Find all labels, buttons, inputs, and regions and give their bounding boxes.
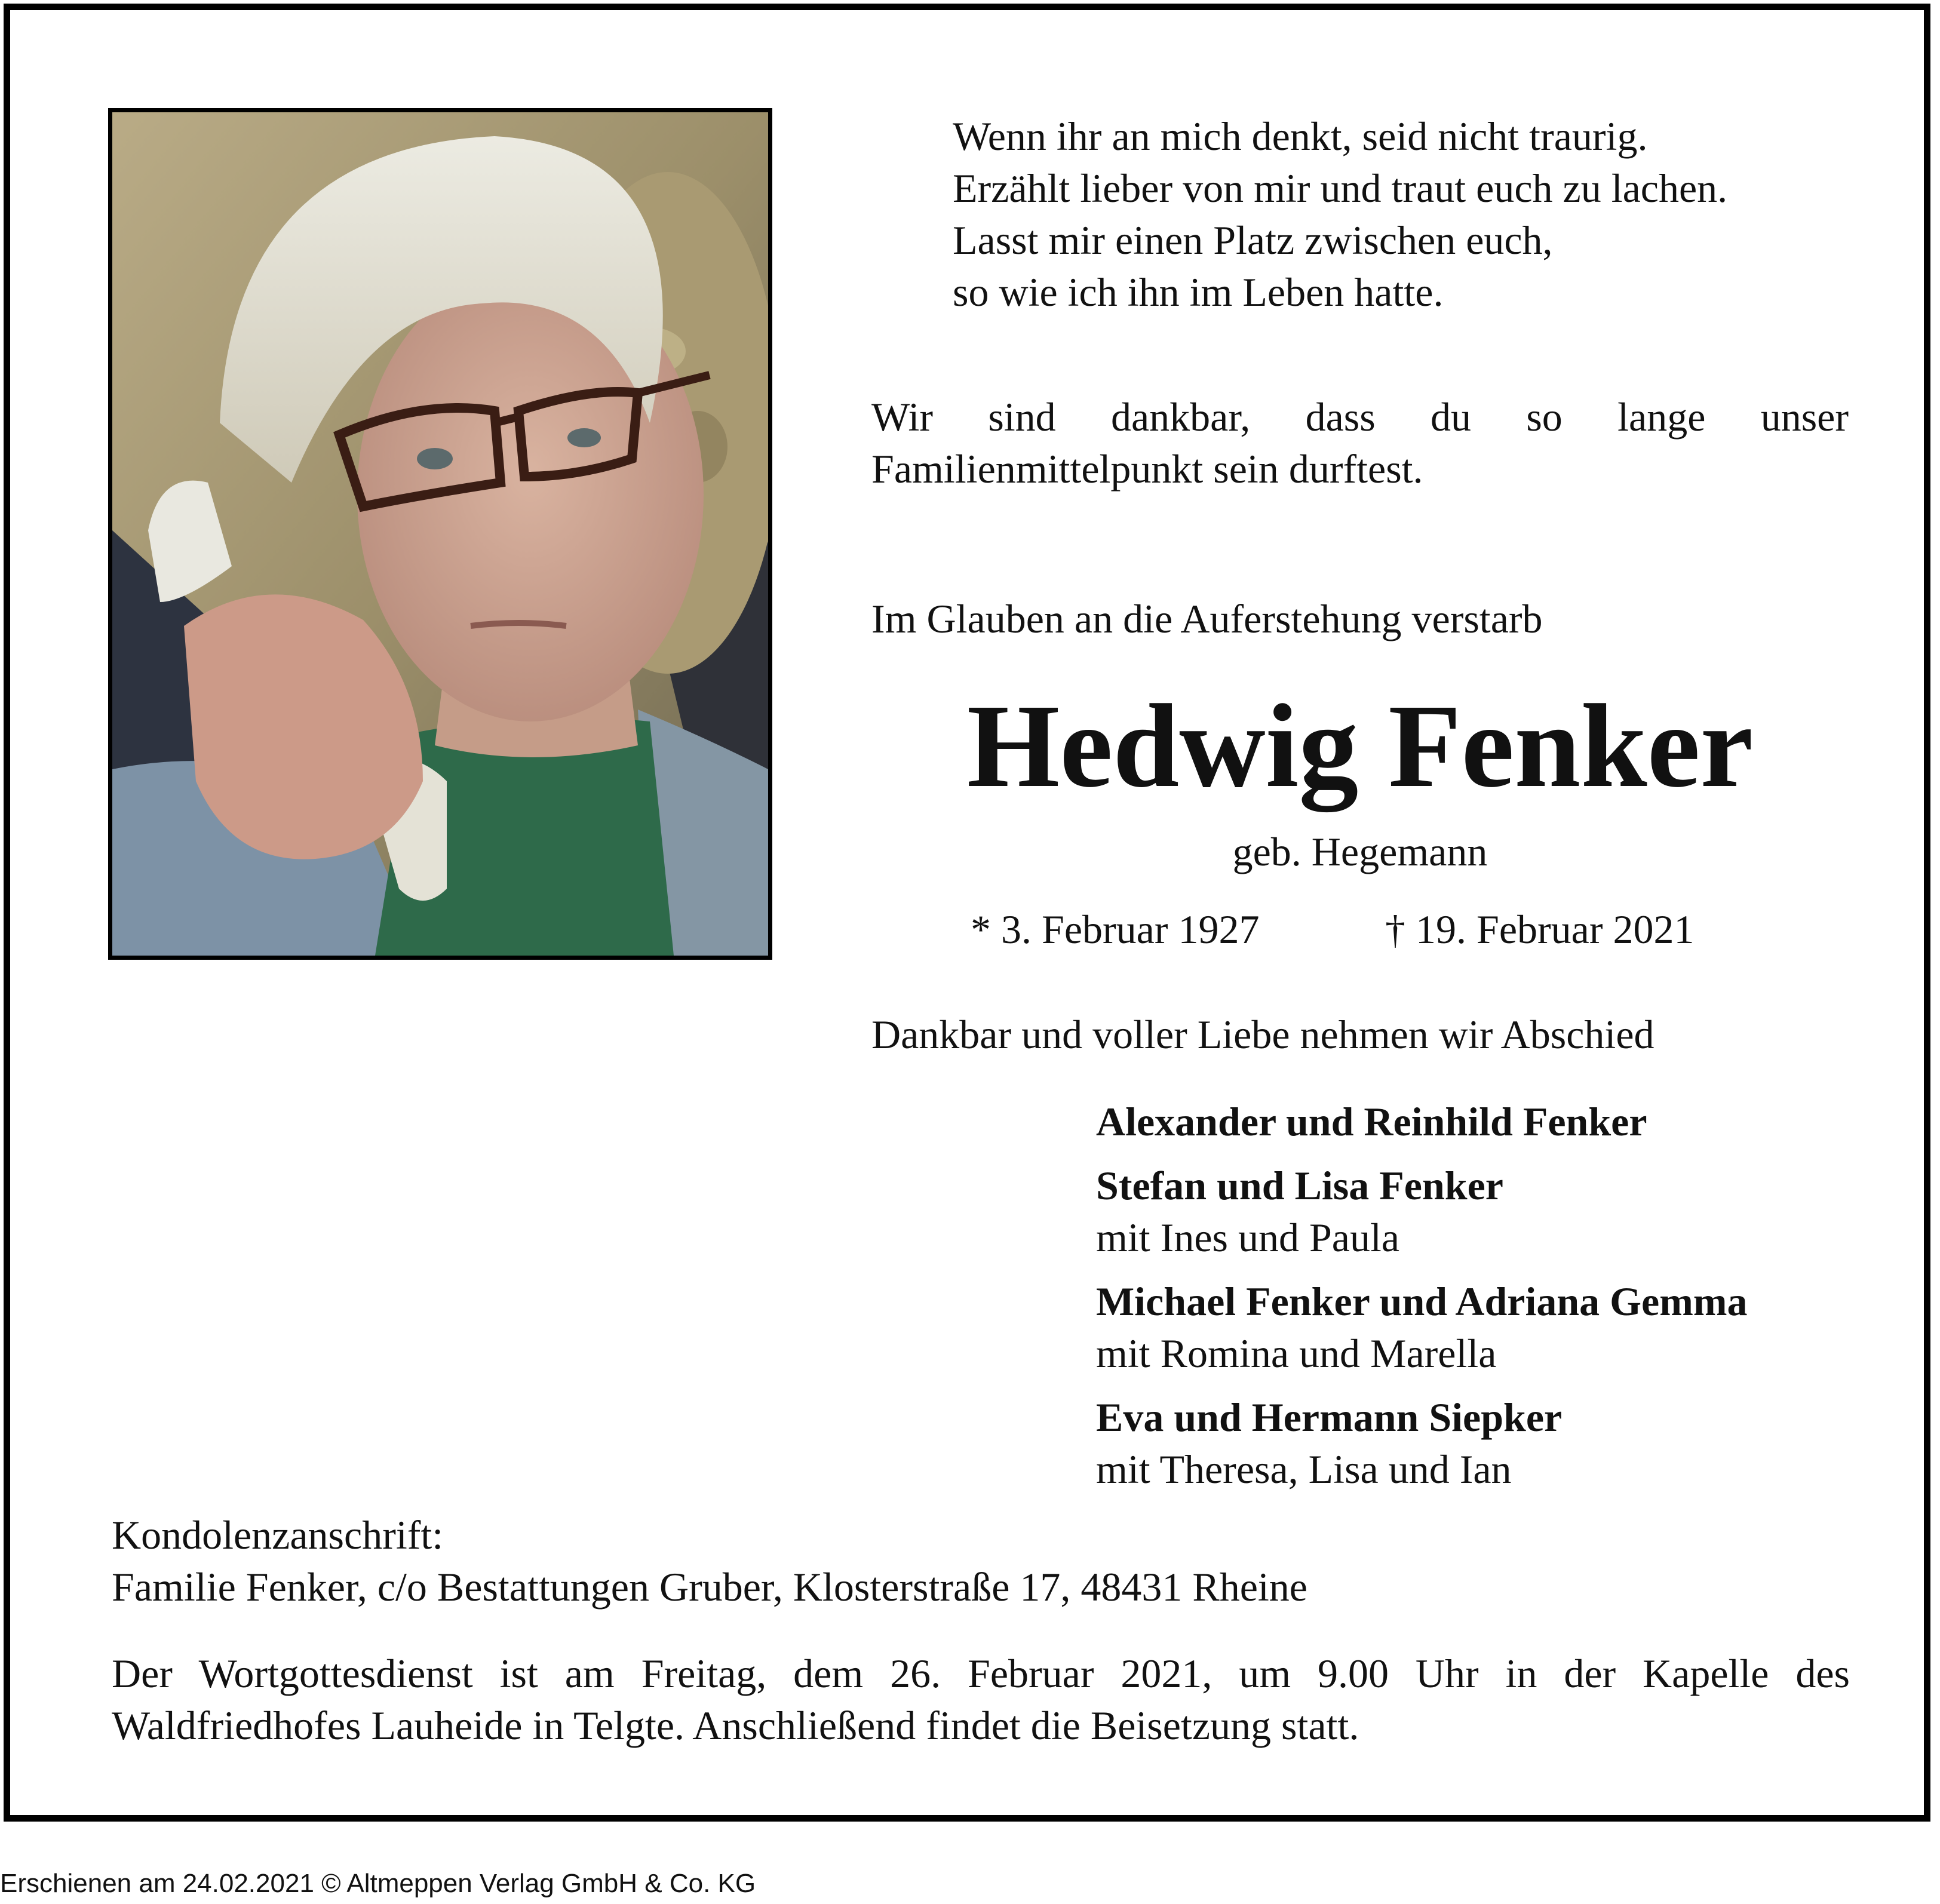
publication-footer: Erschienen am 24.02.2021 © Altmeppen Verlag GmbH & Co. KG: [0, 1869, 756, 1898]
mourners-list: [1096, 1096, 1748, 1507]
mourner-name: Stefan und Lisa Fenker: [1096, 1163, 1503, 1208]
service-line: Der Wortgottesdienst ist am Freitag, dem 26. Februar 2021, um 9.00 Uhr in der Kapelle des: [112, 1651, 1850, 1696]
condolence-label: Kondolenzanschrift:: [112, 1512, 444, 1558]
condolence-address: Familie Fenker, c/o Bestattungen Gruber, Klosterstraße 17, 48431 Rheine: [112, 1564, 1307, 1610]
death-date: † 19. Februar 2021: [1385, 907, 1695, 952]
mourner-children: mit Romina und Marella: [1096, 1331, 1497, 1376]
poem-line: Lasst mir einen Platz zwischen euch,: [953, 217, 1553, 263]
thanks-paragraph: [871, 391, 1849, 495]
mourner-group: [1096, 1276, 1748, 1380]
mourner-children: mit Theresa, Lisa und Ian: [1096, 1447, 1512, 1492]
deceased-name: Hedwig Fenker: [966, 680, 1754, 812]
mourner-group: [1096, 1096, 1748, 1148]
poem-line: Wenn ihr an mich denkt, seid nicht traurig.: [953, 113, 1648, 159]
thanks-line: Wir sind dankbar, dass du so lange unser: [871, 394, 1849, 440]
portrait-photo: [108, 108, 772, 960]
mourner-name: Michael Fenker und Adriana Gemma: [1096, 1279, 1748, 1324]
obituary-frame: [4, 4, 1930, 1822]
service-line: Waldfriedhofes Lauheide in Telgte. Anschließend findet die Beisetzung statt.: [112, 1703, 1359, 1748]
thanks-line: Familienmittelpunkt sein durftest.: [871, 446, 1423, 492]
poem: [953, 110, 1727, 318]
faith-line: Im Glauben an die Auferstehung verstarb: [871, 596, 1543, 641]
farewell-line: Dankbar und voller Liebe nehmen wir Abschied: [871, 1012, 1654, 1057]
poem-line: so wie ich ihn im Leben hatte.: [953, 269, 1444, 315]
birth-date: * 3. Februar 1927: [971, 907, 1260, 952]
condolence-block: [112, 1509, 1307, 1613]
mourner-group: [1096, 1160, 1748, 1264]
mourner-name: Eva und Hermann Siepker: [1096, 1395, 1563, 1440]
service-info: [112, 1648, 1850, 1752]
mourner-children: mit Ines und Paula: [1096, 1215, 1400, 1260]
mourner-group: [1096, 1392, 1748, 1495]
poem-line: Erzählt lieber von mir und traut euch zu lachen.: [953, 165, 1728, 211]
born-name: geb. Hegemann: [1232, 829, 1488, 874]
mourner-name: Alexander und Reinhild Fenker: [1096, 1099, 1647, 1144]
